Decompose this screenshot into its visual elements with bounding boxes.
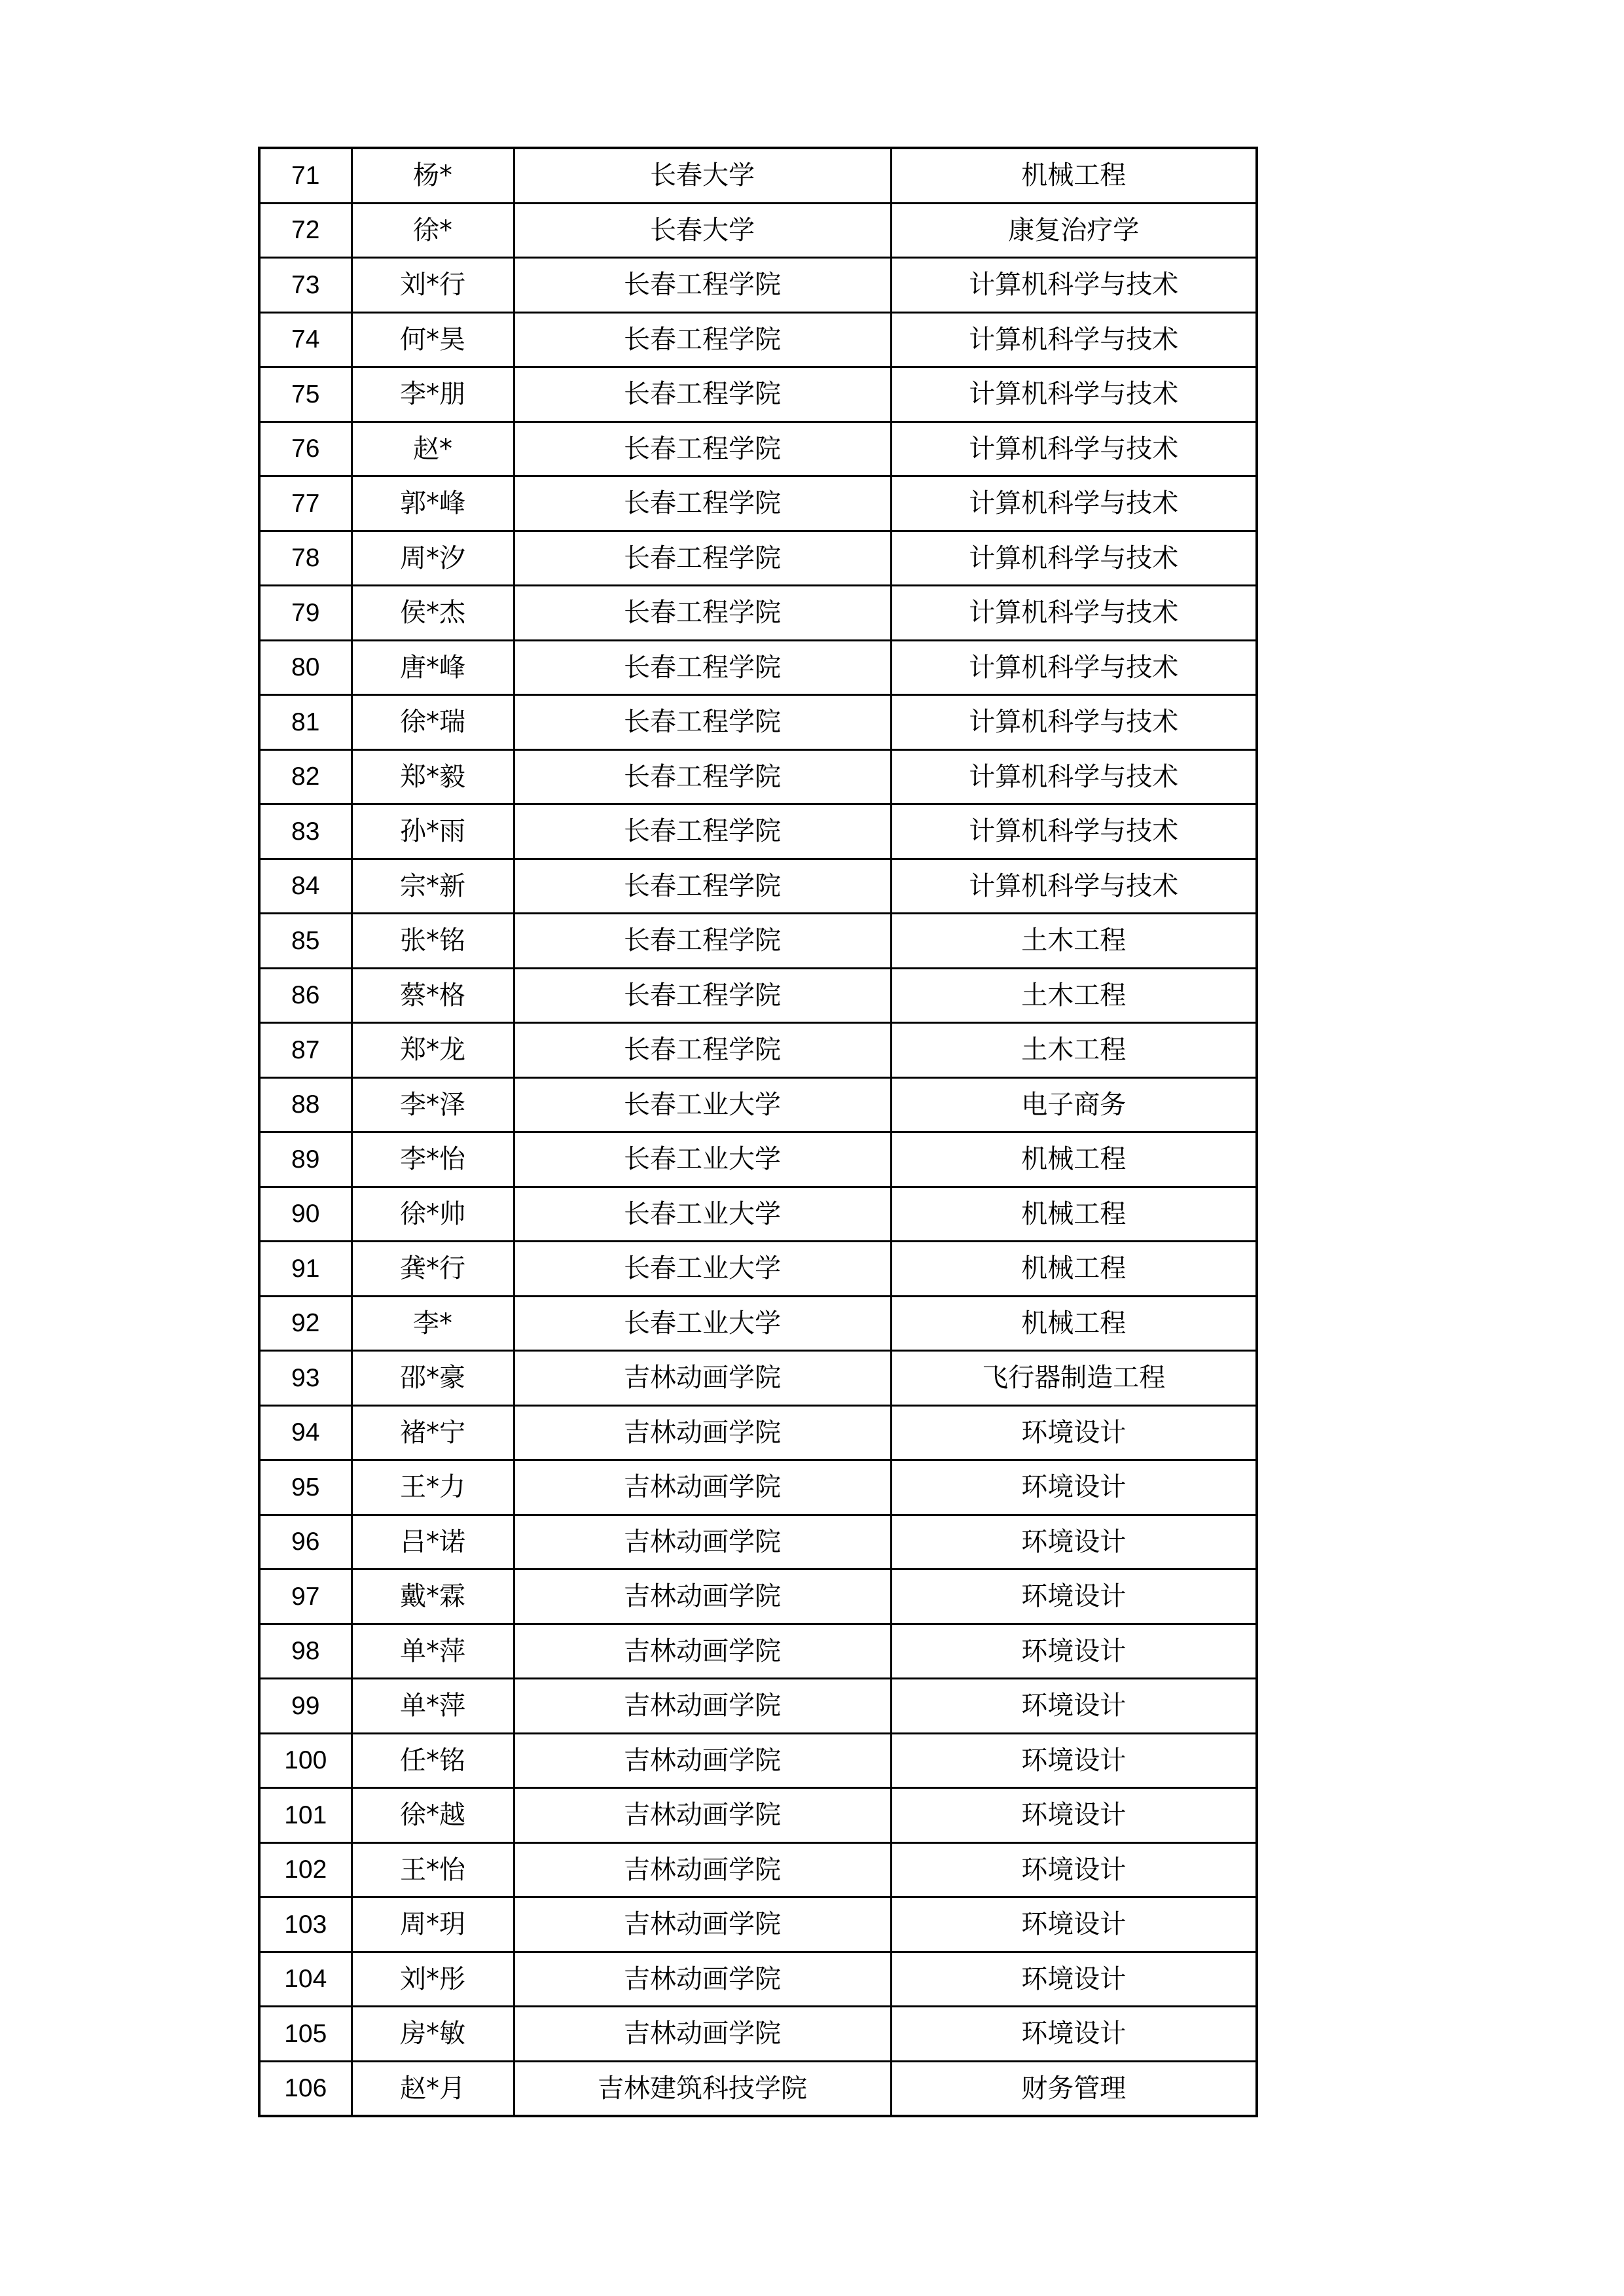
student-name-cell: 刘*彤: [352, 1952, 514, 2007]
row-number-cell: 87: [259, 1023, 352, 1078]
major-cell: 计算机科学与技术: [891, 586, 1257, 641]
table-row: [259, 1624, 1257, 1679]
student-name-cell: 周*汐: [352, 531, 514, 586]
student-name-cell: 杨*: [352, 148, 514, 203]
table-row: [259, 312, 1257, 367]
student-name-cell: 孙*雨: [352, 804, 514, 859]
row-number-cell: 103: [259, 1897, 352, 1952]
school-cell: 长春工程学院: [514, 258, 891, 313]
major-cell: 机械工程: [891, 1187, 1257, 1242]
table-row: [259, 1788, 1257, 1843]
student-name-cell: 何*昊: [352, 312, 514, 367]
student-name-cell: 赵*月: [352, 2061, 514, 2116]
school-cell: 吉林动画学院: [514, 1733, 891, 1788]
row-number-cell: 93: [259, 1351, 352, 1406]
major-cell: 环境设计: [891, 1570, 1257, 1624]
table-row: [259, 1132, 1257, 1187]
table-row: [259, 1897, 1257, 1952]
student-name-cell: 唐*峰: [352, 640, 514, 695]
row-number-cell: 95: [259, 1460, 352, 1515]
table-row: [259, 1405, 1257, 1460]
student-name-cell: 徐*瑞: [352, 695, 514, 750]
row-number-cell: 73: [259, 258, 352, 313]
table-row: [259, 1570, 1257, 1624]
table-row: [259, 804, 1257, 859]
table-row: [259, 1351, 1257, 1406]
student-name-cell: 周*玥: [352, 1897, 514, 1952]
row-number-cell: 99: [259, 1679, 352, 1734]
table-row: [259, 1952, 1257, 2007]
student-name-cell: 李*: [352, 1296, 514, 1351]
table-row: [259, 1296, 1257, 1351]
student-name-cell: 任*铭: [352, 1733, 514, 1788]
table-row: [259, 148, 1257, 203]
row-number-cell: 85: [259, 914, 352, 969]
major-cell: 计算机科学与技术: [891, 531, 1257, 586]
student-name-cell: 吕*诺: [352, 1515, 514, 1570]
major-cell: 财务管理: [891, 2061, 1257, 2116]
row-number-cell: 89: [259, 1132, 352, 1187]
school-cell: 长春工程学院: [514, 968, 891, 1023]
row-number-cell: 100: [259, 1733, 352, 1788]
school-cell: 吉林动画学院: [514, 1460, 891, 1515]
school-cell: 长春工业大学: [514, 1077, 891, 1132]
table-row: [259, 1187, 1257, 1242]
school-cell: 吉林动画学院: [514, 1570, 891, 1624]
major-cell: 康复治疗学: [891, 203, 1257, 258]
major-cell: 机械工程: [891, 1296, 1257, 1351]
student-name-cell: 郑*龙: [352, 1023, 514, 1078]
major-cell: 环境设计: [891, 1624, 1257, 1679]
school-cell: 吉林动画学院: [514, 1515, 891, 1570]
table-row: [259, 1460, 1257, 1515]
school-cell: 吉林动画学院: [514, 1405, 891, 1460]
major-cell: 环境设计: [891, 1515, 1257, 1570]
row-number-cell: 105: [259, 2007, 352, 2062]
table-row: [259, 914, 1257, 969]
row-number-cell: 78: [259, 531, 352, 586]
major-cell: 计算机科学与技术: [891, 749, 1257, 804]
table-row: [259, 2061, 1257, 2116]
major-cell: 土木工程: [891, 1023, 1257, 1078]
student-name-cell: 龚*行: [352, 1242, 514, 1297]
row-number-cell: 97: [259, 1570, 352, 1624]
row-number-cell: 101: [259, 1788, 352, 1843]
school-cell: 吉林动画学院: [514, 1624, 891, 1679]
student-name-cell: 李*朋: [352, 367, 514, 422]
school-cell: 吉林动画学院: [514, 1788, 891, 1843]
table-row: [259, 640, 1257, 695]
student-name-cell: 徐*帅: [352, 1187, 514, 1242]
table-row: [259, 1242, 1257, 1297]
student-name-cell: 单*萍: [352, 1679, 514, 1734]
major-cell: 机械工程: [891, 148, 1257, 203]
row-number-cell: 104: [259, 1952, 352, 2007]
row-number-cell: 75: [259, 367, 352, 422]
table-row: [259, 203, 1257, 258]
table-row: [259, 1733, 1257, 1788]
table-row: [259, 422, 1257, 476]
major-cell: 机械工程: [891, 1242, 1257, 1297]
major-cell: 环境设计: [891, 1788, 1257, 1843]
student-name-cell: 单*萍: [352, 1624, 514, 1679]
major-cell: 环境设计: [891, 1679, 1257, 1734]
student-name-cell: 徐*越: [352, 1788, 514, 1843]
table-row: [259, 2007, 1257, 2062]
major-cell: 环境设计: [891, 1733, 1257, 1788]
school-cell: 长春工程学院: [514, 914, 891, 969]
major-cell: 计算机科学与技术: [891, 367, 1257, 422]
row-number-cell: 71: [259, 148, 352, 203]
row-number-cell: 96: [259, 1515, 352, 1570]
school-cell: 长春大学: [514, 203, 891, 258]
major-cell: 计算机科学与技术: [891, 640, 1257, 695]
table-row: [259, 1842, 1257, 1897]
school-cell: 吉林建筑科技学院: [514, 2061, 891, 2116]
major-cell: 环境设计: [891, 1460, 1257, 1515]
row-number-cell: 81: [259, 695, 352, 750]
table-row: [259, 1023, 1257, 1078]
student-name-cell: 戴*霖: [352, 1570, 514, 1624]
major-cell: 环境设计: [891, 1952, 1257, 2007]
row-number-cell: 82: [259, 749, 352, 804]
student-name-cell: 张*铭: [352, 914, 514, 969]
table-row: [259, 859, 1257, 914]
major-cell: 环境设计: [891, 2007, 1257, 2062]
school-cell: 长春工程学院: [514, 586, 891, 641]
school-cell: 长春工业大学: [514, 1187, 891, 1242]
school-cell: 长春工业大学: [514, 1296, 891, 1351]
school-cell: 长春工程学院: [514, 859, 891, 914]
student-name-cell: 宗*新: [352, 859, 514, 914]
row-number-cell: 79: [259, 586, 352, 641]
school-cell: 长春工程学院: [514, 367, 891, 422]
row-number-cell: 106: [259, 2061, 352, 2116]
school-cell: 吉林动画学院: [514, 1351, 891, 1406]
row-number-cell: 94: [259, 1405, 352, 1460]
school-cell: 吉林动画学院: [514, 1897, 891, 1952]
school-cell: 长春工业大学: [514, 1132, 891, 1187]
table-row: [259, 749, 1257, 804]
school-cell: 吉林动画学院: [514, 1952, 891, 2007]
row-number-cell: 83: [259, 804, 352, 859]
student-name-cell: 郑*毅: [352, 749, 514, 804]
major-cell: 计算机科学与技术: [891, 695, 1257, 750]
row-number-cell: 86: [259, 968, 352, 1023]
row-number-cell: 77: [259, 476, 352, 531]
school-cell: 长春工程学院: [514, 749, 891, 804]
student-name-cell: 刘*行: [352, 258, 514, 313]
major-cell: 计算机科学与技术: [891, 804, 1257, 859]
row-number-cell: 98: [259, 1624, 352, 1679]
row-number-cell: 80: [259, 640, 352, 695]
row-number-cell: 91: [259, 1242, 352, 1297]
school-cell: 长春工程学院: [514, 476, 891, 531]
major-cell: 电子商务: [891, 1077, 1257, 1132]
student-name-cell: 李*泽: [352, 1077, 514, 1132]
school-cell: 长春工程学院: [514, 1023, 891, 1078]
table-row: [259, 531, 1257, 586]
school-cell: 长春工程学院: [514, 422, 891, 476]
table-row: [259, 476, 1257, 531]
row-number-cell: 72: [259, 203, 352, 258]
major-cell: 机械工程: [891, 1132, 1257, 1187]
student-name-cell: 徐*: [352, 203, 514, 258]
school-cell: 长春工程学院: [514, 640, 891, 695]
table-row: [259, 367, 1257, 422]
row-number-cell: 102: [259, 1842, 352, 1897]
student-name-cell: 褚*宁: [352, 1405, 514, 1460]
major-cell: 计算机科学与技术: [891, 476, 1257, 531]
school-cell: 长春大学: [514, 148, 891, 203]
table-row: [259, 258, 1257, 313]
school-cell: 吉林动画学院: [514, 1842, 891, 1897]
student-name-cell: 王*力: [352, 1460, 514, 1515]
table-body: [259, 148, 1257, 2116]
major-cell: 环境设计: [891, 1405, 1257, 1460]
table-row: [259, 968, 1257, 1023]
student-name-cell: 王*怡: [352, 1842, 514, 1897]
table-row: [259, 695, 1257, 750]
major-cell: 计算机科学与技术: [891, 859, 1257, 914]
row-number-cell: 88: [259, 1077, 352, 1132]
major-cell: 土木工程: [891, 968, 1257, 1023]
school-cell: 长春工程学院: [514, 312, 891, 367]
major-cell: 环境设计: [891, 1842, 1257, 1897]
student-name-cell: 房*敏: [352, 2007, 514, 2062]
major-cell: 计算机科学与技术: [891, 422, 1257, 476]
table-row: [259, 1077, 1257, 1132]
student-name-cell: 蔡*格: [352, 968, 514, 1023]
row-number-cell: 74: [259, 312, 352, 367]
row-number-cell: 90: [259, 1187, 352, 1242]
school-cell: 长春工业大学: [514, 1242, 891, 1297]
school-cell: 吉林动画学院: [514, 2007, 891, 2062]
major-cell: 飞行器制造工程: [891, 1351, 1257, 1406]
table-row: [259, 1679, 1257, 1734]
major-cell: 土木工程: [891, 914, 1257, 969]
major-cell: 环境设计: [891, 1897, 1257, 1952]
student-name-cell: 郭*峰: [352, 476, 514, 531]
major-cell: 计算机科学与技术: [891, 312, 1257, 367]
row-number-cell: 76: [259, 422, 352, 476]
school-cell: 长春工程学院: [514, 804, 891, 859]
row-number-cell: 84: [259, 859, 352, 914]
student-name-cell: 侯*杰: [352, 586, 514, 641]
student-list-table: [258, 147, 1258, 2117]
school-cell: 吉林动画学院: [514, 1679, 891, 1734]
major-cell: 计算机科学与技术: [891, 258, 1257, 313]
school-cell: 长春工程学院: [514, 695, 891, 750]
student-name-cell: 赵*: [352, 422, 514, 476]
table-row: [259, 586, 1257, 641]
row-number-cell: 92: [259, 1296, 352, 1351]
table-row: [259, 1515, 1257, 1570]
student-name-cell: 李*怡: [352, 1132, 514, 1187]
student-name-cell: 邵*豪: [352, 1351, 514, 1406]
school-cell: 长春工程学院: [514, 531, 891, 586]
